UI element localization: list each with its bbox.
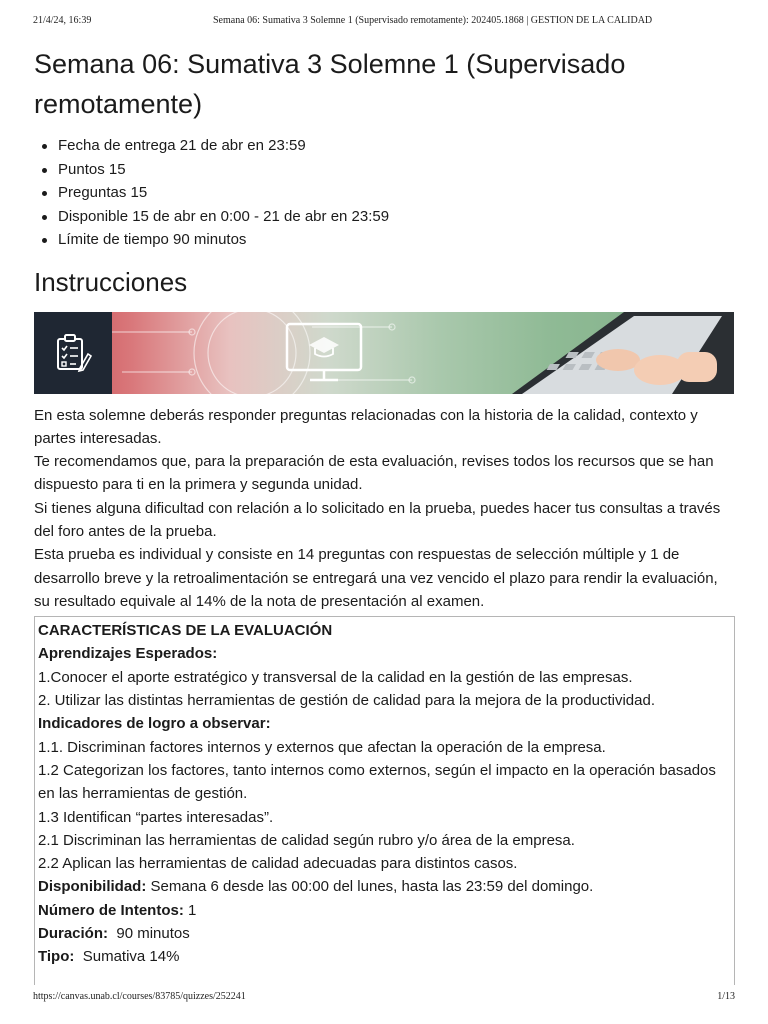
print-document-title: Semana 06: Sumativa 3 Solemne 1 (Supervisado remotamente): 202405.1868 | GESTION DE LA CALIDAD [213, 15, 653, 26]
attempts-label: Número de Intentos: [38, 901, 184, 919]
evaluation-characteristics-box [34, 616, 735, 984]
type-value: Sumativa 14% [74, 948, 180, 966]
print-header [33, 15, 735, 33]
detail-points: Puntos 15 [34, 158, 734, 182]
instructions-heading: Instrucciones [34, 266, 188, 297]
expected-learning-item: 2. Utilizar las distintas herramientas de gestión de calidad para la mejora de la productividad. [38, 692, 655, 710]
evaluation-heading: CARACTERÍSTICAS DE LA EVALUACIÓN [38, 622, 333, 640]
instructions-paragraph: Si tienes alguna dificultad con relación a lo solicitado en la prueba, puedes hacer tus consultas a través del foro antes de la prueba. [34, 499, 721, 540]
print-url: https://canvas.unab.cl/courses/83785/quizzes/252241 [33, 991, 246, 1002]
attempts-row [38, 899, 734, 922]
indicator-item: 2.2 Aplican las herramientas de calidad adecuadas para distintos casos. [38, 855, 518, 873]
quiz-details-list [34, 134, 734, 252]
expected-learning-label: Aprendizajes Esperados: [38, 645, 218, 663]
duration-row [38, 922, 734, 945]
availability-label: Disponibilidad: [38, 878, 147, 896]
instructions-text [34, 404, 734, 614]
expected-learning-item: 1.Conocer el aporte estratégico y transversal de la calidad en la gestión de las empresas. [38, 668, 633, 686]
indicators-label: Indicadores de logro a observar: [38, 715, 271, 733]
page-title: Semana 06: Sumativa 3 Solemne 1 (Supervisado remotamente) [34, 49, 626, 119]
detail-available: Disponible 15 de abr en 0:00 - 21 de abr en 23:59 [34, 205, 734, 229]
availability-row [38, 875, 734, 898]
main-content [34, 44, 734, 985]
banner-illustration [112, 312, 734, 394]
banner-icon-tile [34, 312, 112, 394]
instructions-banner [34, 312, 734, 394]
print-footer [33, 991, 735, 1009]
laptop-typing-image [512, 312, 734, 394]
type-row [38, 945, 734, 968]
monitor-graduation-icon [287, 324, 361, 380]
instructions-paragraph: Esta prueba es individual y consiste en 14 preguntas con respuestas de selección múltiple y 1 de desarrollo breve y la retroalimentación se entregará una vez vencido el plazo para rendir la evaluación, su resultado equivale al 14% de la nota de presentación al examen. [34, 546, 718, 610]
availability-value: Semana 6 desde las 00:00 del lunes, hasta las 23:59 del domingo. [146, 878, 594, 896]
instructions-paragraph: En esta solemne deberás responder preguntas relacionadas con la historia de la calidad, contexto y partes interesadas. [34, 406, 698, 447]
duration-value: 90 minutos [108, 925, 190, 943]
type-label: Tipo: [38, 948, 75, 966]
attempts-value: 1 [183, 901, 197, 919]
duration-label: Duración: [38, 925, 109, 943]
detail-due-date: Fecha de entrega 21 de abr en 23:59 [34, 134, 734, 158]
checklist-pencil-icon [34, 312, 112, 394]
instructions-paragraph: Te recomendamos que, para la preparación de esta evaluación, revises todos los recursos que se han dispuesto para ti en la primera y segunda unidad. [34, 453, 714, 494]
detail-time-limit: Límite de tiempo 90 minutos [34, 228, 734, 252]
indicator-item: 1.1. Discriminan factores internos y externos que afectan la operación de la empresa. [38, 738, 606, 756]
indicator-item: 1.3 Identifican “partes interesadas”. [38, 808, 274, 826]
detail-questions: Preguntas 15 [34, 181, 734, 205]
print-page-indicator: 1/13 [717, 991, 735, 1002]
print-timestamp: 21/4/24, 16:39 [33, 15, 92, 26]
indicator-item: 2.1 Discriminan las herramientas de calidad según rubro y/o área de la empresa. [38, 831, 575, 849]
indicator-item: 1.2 Categorizan los factores, tanto internos como externos, según el impacto en la operación basados en las herramientas de gestión. [38, 761, 716, 803]
